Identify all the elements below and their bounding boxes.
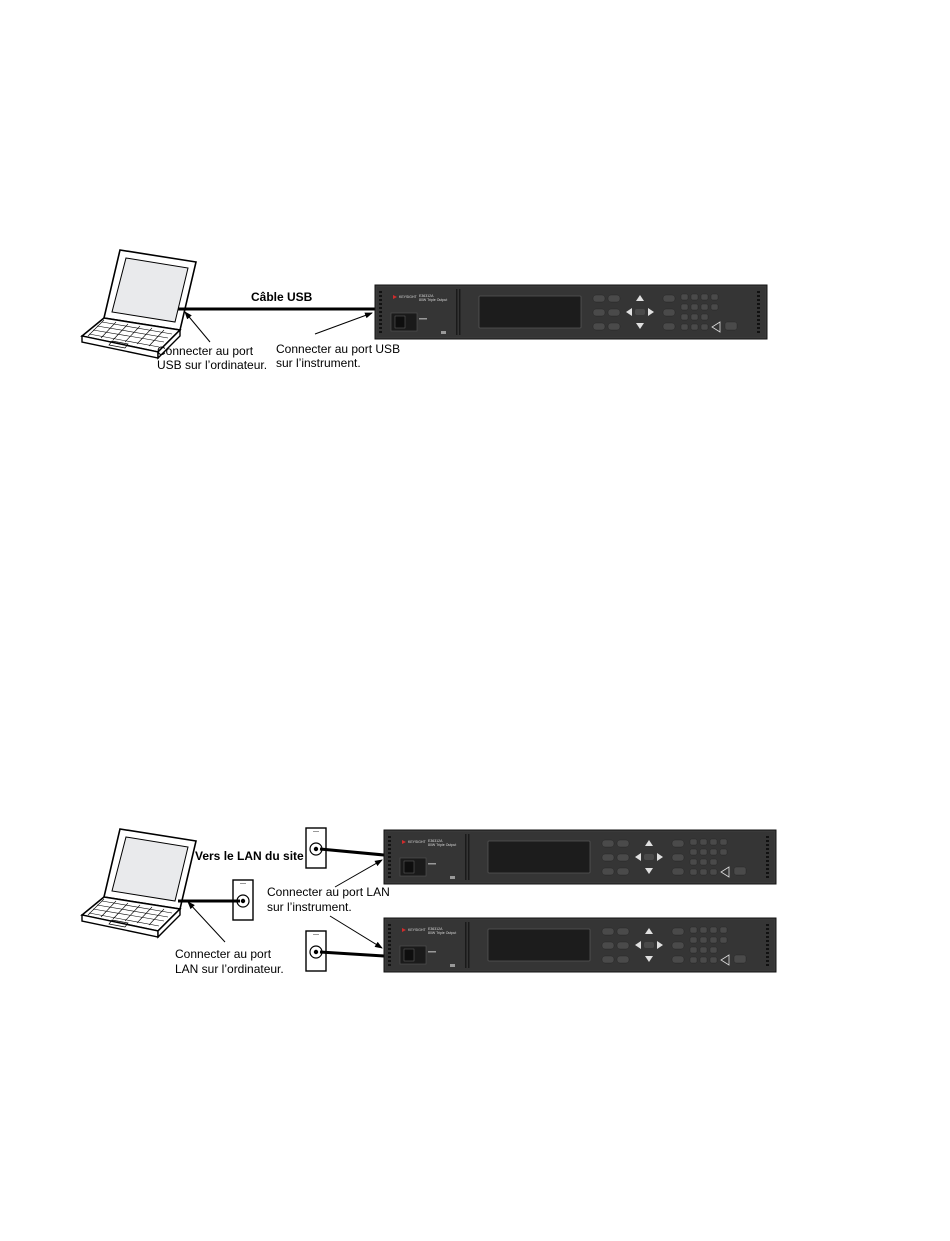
lan-instrument-note-line1: Connecter au port LAN [267,885,390,899]
lan-diagram [82,828,776,976]
lan-computer-note-line1: Connecter au port [175,947,272,961]
power-supply-icon [384,918,776,972]
instrument-port-pointer [330,916,382,948]
lan-cable-instrument-1 [320,849,384,855]
laptop-icon [82,250,196,358]
power-supply-icon [384,830,776,884]
usb-computer-note-line1: Connecter au port [157,344,254,358]
power-supply-icon [375,285,767,339]
computer-port-pointer [188,902,225,942]
usb-instrument-note-line2: sur l’instrument. [276,356,361,370]
instrument-port-pointer [315,313,372,334]
lan-instrument-note-line2: sur l’instrument. [267,900,352,914]
usb-computer-note-line2: USB sur l’ordinateur. [157,358,268,372]
laptop-icon [82,829,196,937]
instrument-port-pointer [335,860,382,887]
usb-instrument-note-line1: Connecter au port USB [276,342,401,356]
lan-cable-instrument-2 [320,952,384,956]
lan-computer-note-line2: LAN sur l’ordinateur. [175,962,284,976]
usb-cable-label: Câble USB [251,290,313,304]
site-lan-label: Vers le LAN du site [195,849,304,863]
connection-diagrams: KEYSIGHT E36312A 80W Triple Output Câble USB Connecter au port USB sur l’ordinateur. Connecter au port USB sur l’instrument. Vers le LAN du site Connecter au port LAN sur l’instrument. Connecter au port LAN sur l’ordinateur. [0,0,950,1241]
computer-port-pointer [185,312,210,342]
usb-diagram [82,250,767,372]
